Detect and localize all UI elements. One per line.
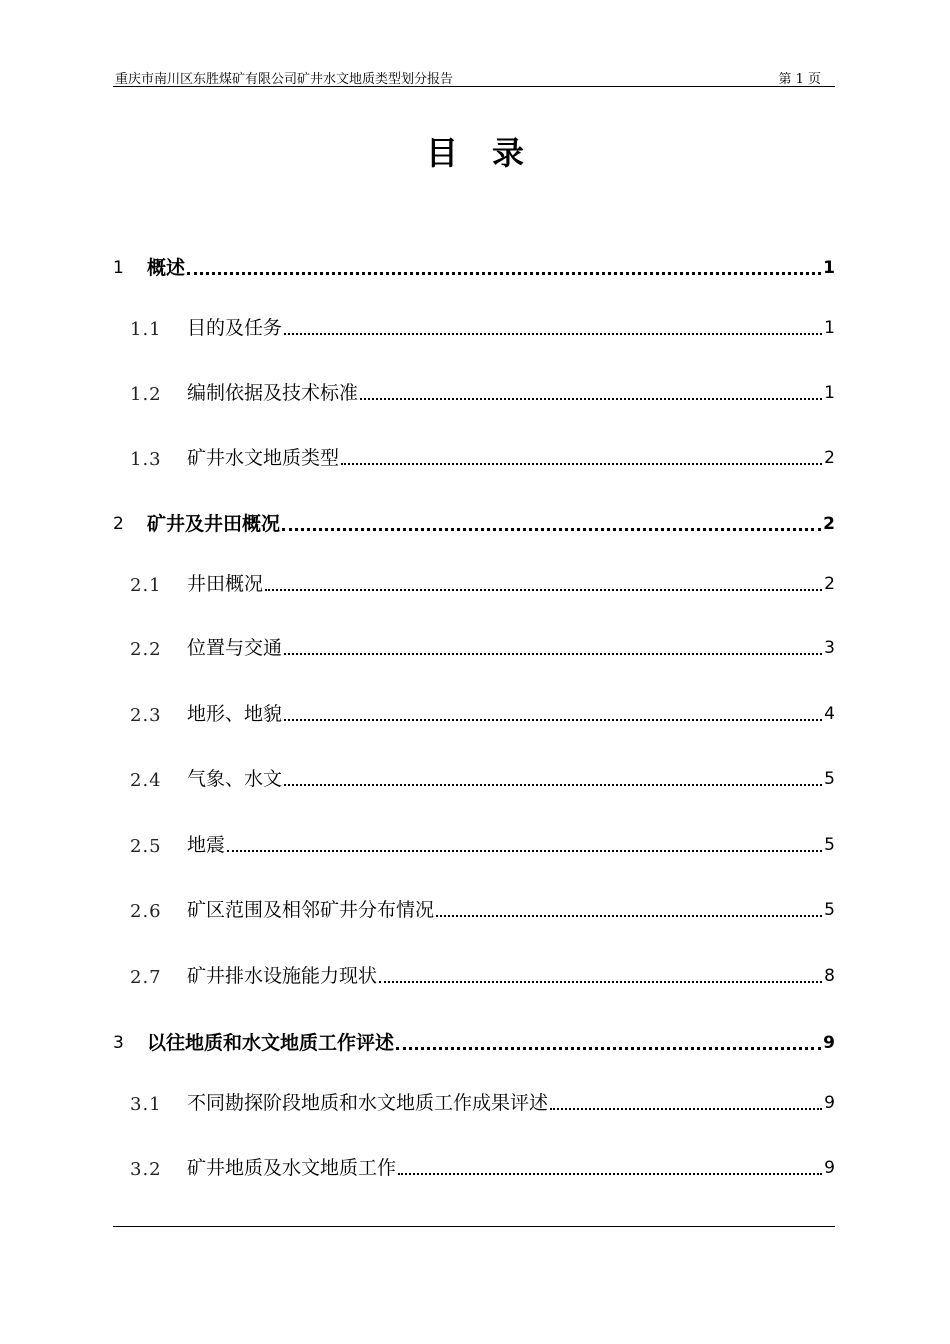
toc-entry-page: 5	[824, 835, 835, 855]
toc-entry-page: 9	[823, 1033, 835, 1053]
toc-entry[interactable]	[113, 1025, 835, 1055]
toc-entry-title: 位置与交通	[187, 637, 283, 659]
toc-entry-title: 地形、地貌	[187, 703, 283, 725]
toc-entry-title: 以往地质和水文地质工作评述	[147, 1032, 395, 1054]
toc-entry-page: 1	[823, 258, 835, 278]
toc-entry[interactable]	[130, 892, 835, 922]
toc-entry-title: 概述	[147, 257, 186, 279]
toc-entry-page: 8	[824, 966, 835, 986]
toc-entry[interactable]	[113, 506, 835, 536]
toc-entry[interactable]	[130, 630, 835, 660]
toc-entry-number: 2.4	[130, 770, 162, 791]
toc-entry-number: 2.7	[130, 967, 162, 988]
toc-entry-page: 9	[824, 1158, 835, 1178]
toc-entry-title: 矿井水文地质类型	[187, 447, 340, 469]
toc-dot-leader	[282, 528, 821, 531]
toc-entry-page: 4	[824, 704, 835, 724]
toc-entry-number: 3	[113, 1033, 124, 1053]
toc-entry-title: 矿区范围及相邻矿井分布情况	[187, 899, 435, 921]
toc-entry-page: 1	[824, 383, 835, 403]
toc-entry-number: 1.2	[130, 384, 162, 405]
toc-entry-title: 矿井地质及水文地质工作	[187, 1157, 397, 1179]
toc-entry-title: 矿井及井田概况	[147, 513, 281, 535]
toc-entry[interactable]	[130, 440, 835, 470]
toc-dot-leader	[379, 981, 822, 983]
toc-dot-leader	[265, 589, 822, 591]
toc-dot-leader	[284, 333, 822, 335]
toc-entry-page: 2	[824, 574, 835, 594]
toc-dot-leader	[398, 1173, 822, 1175]
toc-entry-page: 5	[824, 769, 835, 789]
toc-entry-title: 矿井排水设施能力现状	[187, 965, 378, 987]
toc-entry-number: 2.6	[130, 901, 162, 922]
toc-entry[interactable]	[113, 250, 835, 280]
toc-entry-page: 1	[824, 318, 835, 338]
toc-entry-page: 3	[824, 638, 835, 658]
toc-entry[interactable]	[130, 827, 835, 857]
toc-entry-number: 2.3	[130, 705, 162, 726]
toc-entry[interactable]	[130, 1085, 835, 1115]
toc-entry-page: 5	[824, 900, 835, 920]
toc-entry[interactable]	[130, 696, 835, 726]
page-header	[113, 64, 835, 87]
toc-entry-number: 2.5	[130, 836, 162, 857]
toc-entry-number: 2.1	[130, 575, 162, 596]
toc-entry[interactable]	[130, 566, 835, 596]
toc-entry-number: 2	[113, 514, 124, 534]
toc-dot-leader	[341, 463, 822, 465]
toc-entry-title: 气象、水文	[187, 768, 283, 790]
footer-divider	[113, 1226, 835, 1227]
toc-entry[interactable]	[130, 375, 835, 405]
toc-entry[interactable]	[130, 761, 835, 791]
toc-dot-leader	[284, 784, 822, 786]
toc-entry-title: 井田概况	[187, 573, 264, 595]
toc-entry-number: 1.1	[130, 319, 162, 340]
toc-entry-page: 2	[823, 514, 835, 534]
toc-dot-leader	[187, 272, 821, 275]
toc-dot-leader	[436, 915, 822, 917]
toc-entry-title: 编制依据及技术标准	[187, 382, 359, 404]
toc-dot-leader	[227, 850, 822, 852]
toc-dot-leader	[550, 1108, 822, 1110]
toc-entry[interactable]	[130, 310, 835, 340]
toc-dot-leader	[360, 398, 822, 400]
toc-entry-title: 地震	[187, 834, 226, 856]
toc-entry-title: 不同勘探阶段地质和水文地质工作成果评述	[187, 1092, 549, 1114]
toc-dot-leader	[284, 719, 822, 721]
toc-dot-leader	[284, 653, 822, 655]
toc-entry[interactable]	[130, 1150, 835, 1180]
toc-entry-number: 2.2	[130, 639, 162, 660]
toc-entry-number: 1	[113, 258, 124, 278]
toc-entry-page: 9	[824, 1093, 835, 1113]
toc-dot-leader	[396, 1047, 821, 1050]
toc-entry-number: 3.1	[130, 1094, 162, 1115]
header-title: 重庆市南川区东胜煤矿有限公司矿井水文地质类型划分报告	[115, 72, 454, 87]
toc-title: 目录	[425, 134, 558, 172]
toc-entry-title: 目的及任务	[187, 317, 283, 339]
toc-entry-number: 1.3	[130, 449, 162, 470]
toc-entry-number: 3.2	[130, 1159, 162, 1180]
toc-entry[interactable]	[130, 958, 835, 988]
toc-entry-page: 2	[824, 448, 835, 468]
header-page-number: 第 1 页	[778, 72, 821, 87]
